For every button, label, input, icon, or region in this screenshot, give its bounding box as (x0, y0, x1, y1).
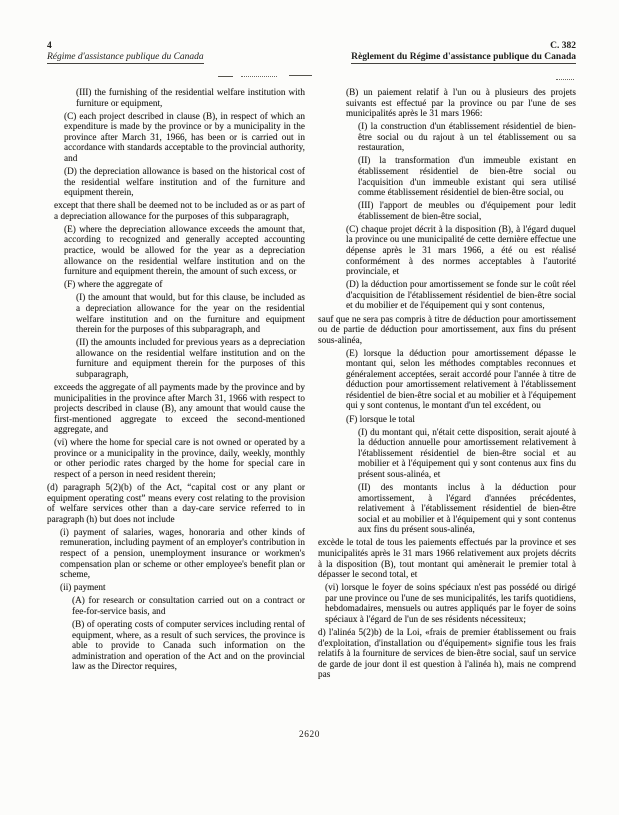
header-rule-dash (218, 76, 233, 77)
folio-page-number: 2620 (299, 730, 320, 740)
paragraph: (I) du montant qui, n'était cette disposition, serait ajouté à la déduction annuelle pour amortissement relativement à l'établissement résidentiel de bien-être social et au mobilier et à l'équipement qui y sont contenus aux fins du présent sous-alinéa, et (358, 426, 576, 479)
header-right (351, 41, 576, 63)
paragraph: (I) la construction d'un établissement résidentiel de bien-être social ou du rajout à un tel établissement ou sa restauration, (358, 121, 576, 153)
paragraph: except that there shall be deemed not to be included as or as part of a depreciation allowance for the purposes of this subparagraph, (54, 200, 305, 221)
paragraph: (B) un paiement relatif à l'un ou à plusieurs des projets suivants est effectué par la province ou par l'une de ses municipalités après le 31 mars 1966: (346, 87, 576, 119)
paragraph: exceeds the aggregate of all payments made by the province and by municipalities in the province after March 31, 1966 with respect to projects described in clause (B), any amount that would cause the first-mentioned aggregate to exceed the second-mentioned aggregate, and (54, 381, 305, 435)
running-title-right-text: Règlement du Régime d'assistance publique du Canada (351, 52, 576, 62)
running-page-number: 4 (47, 41, 52, 51)
paragraph: d) l'alinéa 5(2)b) de la Loi, «frais de premier établissement ou frais d'exploitation, d'installation ou d'équipement» signifie tous les frais relatifs à la fourniture de services de bien-être social, sauf un service de garde de jour dont il est question à l'alinéa h), mais ne comprend pas (318, 626, 576, 680)
header-rule-dash (241, 76, 277, 77)
paragraph: excède le total de tous les paiements effectués par la province et ses municipalités après le 31 mars 1966 relativement aux projets décrits à la disposition (B), tout montant qui amènerait le premier total à dépasser le second total, et (318, 537, 576, 580)
paragraph: (II) la transformation d'un immeuble existant en établissement résidentiel de bien-être social ou l'acquisition d'un immeuble existant qui sera utilisé comme établissement résidentiel de bien-être social, ou (358, 155, 576, 198)
paragraph: (II) des montants inclus à la déduction pour amortissement, à l'égard d'années précédentes, relativement à l'établissement résidentiel de bien-être social et au mobilier et à l'équipement qui y sont contenus aux fins du présent sous-alinéa, (358, 482, 576, 535)
paragraph: (C) chaque projet décrit à la disposition (B), à l'égard duquel la province ou une municipalité de cette dernière effectue une dépense après le 31 mars 1966, a été ou est réalisé conformément à des normes acceptables à l'autorité provinciale, et (346, 223, 576, 277)
paragraph: sauf que ne sera pas compris à titre de déduction pour amortissement ou de partie de déduction pour amortissement, aux fins du présent sous-alinéa, (318, 313, 576, 345)
paragraph: (III) l'apport de meubles ou d'équipement pour ledit établissement de bien-être social, (358, 200, 576, 221)
paragraph: (d) paragraph 5(2)(b) of the Act, “capital cost or any plant or equipment operating cost” means every cost relating to the provision of welfare services other than a day-care service referred to in paragraph (h) but does not include (47, 482, 305, 524)
page-footer (0, 730, 619, 740)
running-title-right (351, 52, 576, 63)
header-rule-dash (289, 75, 312, 76)
paragraph: (I) the amount that would, but for this clause, be included as a depreciation allowance for the year on the residential welfare institution and on the furniture and equipment therein for the purposes of this subparagraph, and (76, 292, 305, 335)
column-french (318, 87, 576, 682)
paragraph: (E) where the depreciation allowance exceeds the amount that, according to recognized and generally accepted accounting practice, would be allowed for the year as a depreciation allowance on the residential welfare institution and on the furniture and equipment therein, the amount of such excess, or (64, 223, 305, 277)
paragraph: (vi) where the home for special care is not owned or operated by a province or a municipality in the province, daily, weekly, monthly or other periodic rates charged by the home for special care in respect of a person in need resident therein; (54, 437, 305, 479)
running-title-left-text: Régime d'assistance publique du Canada (47, 52, 204, 62)
running-title-left (47, 52, 204, 63)
paragraph: (ii) payment (60, 582, 106, 593)
column-english (47, 87, 305, 682)
paragraph: (B) of operating costs of computer services including rental of equipment, where, as a result of such services, the province is able to provide to Canada such information on the administration and operation of the Act and on the provincial law as the Director requires, (72, 619, 305, 672)
text-columns (47, 87, 576, 682)
header-rule-dash (556, 79, 574, 80)
paragraph: (C) each project described in clause (B), in respect of which an expenditure is made by the province or by a municipality in the province after March 31, 1966, has been or is carried out in accordance with standards acceptable to the provincial authority, and (64, 110, 305, 163)
header-left (47, 41, 204, 63)
page-header (47, 41, 576, 63)
paragraph: (D) la déduction pour amortissement se fonde sur le coût réel d'acquisition de l'établissement résidentiel de bien-être social et du mobilier et de l'équipement qui y sont contenus, (346, 279, 576, 311)
paragraph: (F) where the aggregate of (64, 279, 163, 290)
paragraph: (D) the depreciation allowance is based on the historical cost of the residential welfare institution and of the furniture and equipment therein, (64, 166, 305, 198)
paragraph: (III) the furnishing of the residential welfare institution with furniture or equipment, (76, 87, 305, 108)
paragraph: (F) lorsque le total (346, 413, 415, 424)
chapter-number: C. 382 (550, 41, 576, 51)
paragraph: (vi) lorsque le foyer de soins spéciaux n'est pas possédé ou dirigé par une province ou l'une de ses municipalités, les tarifs quotidiens, hebdomadaires, mensuels ou autres appliqués par le foyer de soins spéciaux à l'égard de l'un de ses résidents nécessiteux; (325, 582, 576, 624)
paragraph: (II) the amounts included for previous years as a depreciation allowance on the residential welfare institution and on the furniture and equipment therein for the purposes of this subparagraph, (76, 337, 305, 379)
paragraph: (A) for research or consultation carried out on a contract or fee-for-service basis, and (72, 595, 305, 616)
paragraph: (i) payment of salaries, wages, honoraria and other kinds of remuneration, including payment of an employer's contribution in respect of a pension, unemployment insurance or workmen's compensation plan or scheme or other employee's benefit plan or scheme, (60, 526, 305, 580)
paragraph: (E) lorsque la déduction pour amortissement dépasse le montant qui, selon les méthodes comptables reconnues et généralement acceptées, serait accordé pour l'année à titre de déduction pour amortissement relativement à l'établissement résidentiel de bien-être social et au mobilier et à l'équipement qui y sont contenus, le montant d'un tel excédent, ou (346, 347, 576, 411)
